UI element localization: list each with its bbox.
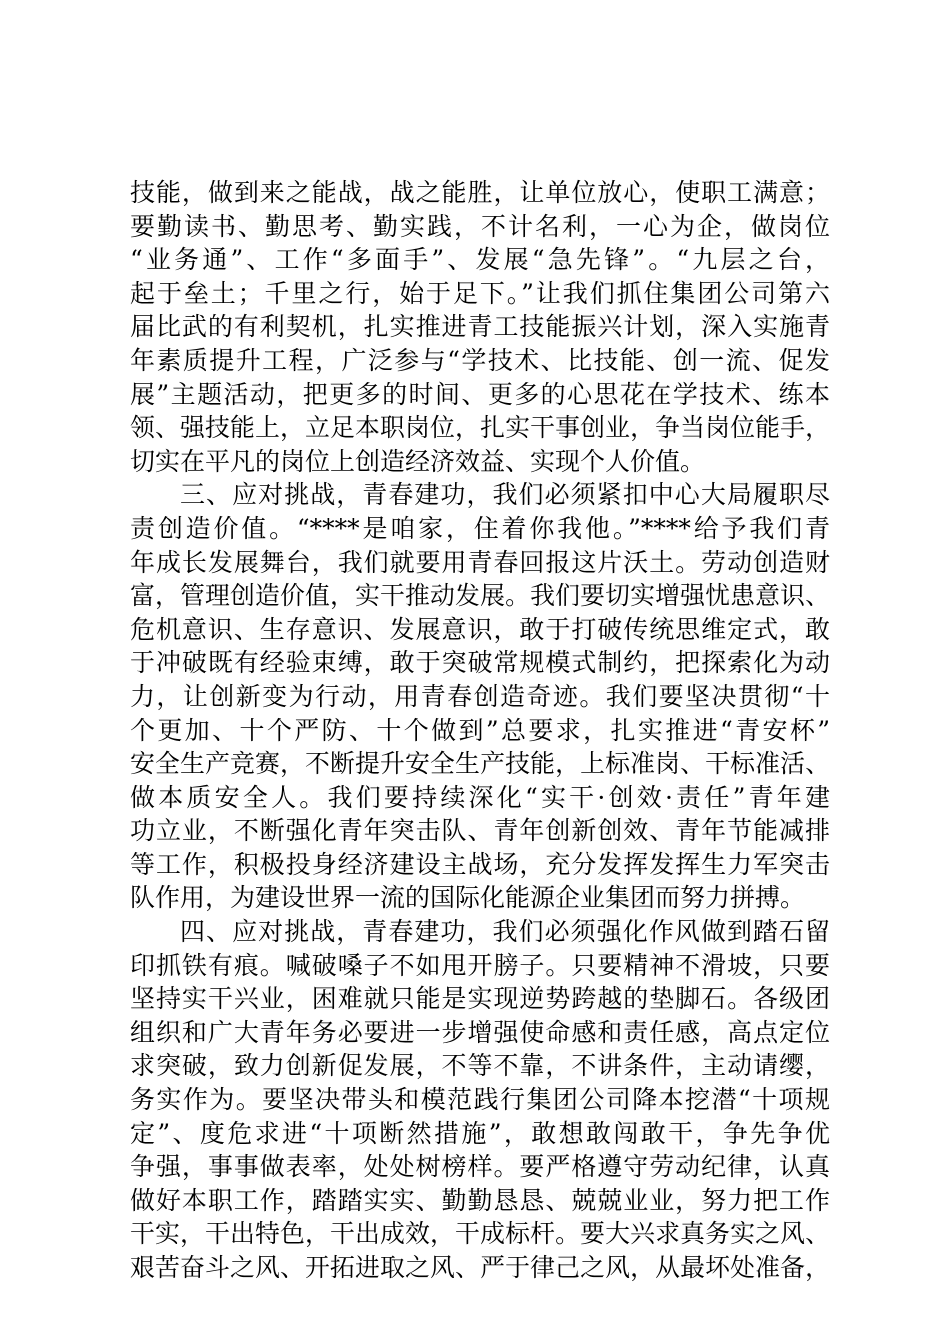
text-line: 富，管理创造价值，实干推动发展。我们要切实增强忧患意识、	[130, 581, 830, 611]
text-line: 力，让创新变为行动，用青春创造奇迹。我们要坚决贯彻“十	[130, 681, 830, 711]
text-line: 争强，事事做表率，处处树榜样。要严格遵守劳动纪律，认真	[130, 1152, 830, 1182]
text-line: 切实在平凡的岗位上创造经济效益、实现个人价值。	[130, 446, 706, 476]
text-line: 安全生产竞赛，不断提升安全生产技能，上标准岗、干标准活、	[130, 749, 830, 779]
text-line: 届比武的有利契机，扎实推进青工技能振兴计划，深入实施青	[130, 312, 830, 342]
text-line: 年成长发展舞台，我们就要用青春回报这片沃土。劳动创造财	[130, 547, 830, 577]
text-line: 责创造价值。“****是咱家，住着你我他。”****给予我们青	[130, 513, 830, 543]
text-line: 领、强技能上，立足本职岗位，扎实干事创业，争当岗位能手，	[130, 413, 830, 443]
text-line: 坚持实干兴业，困难就只能是实现逆势跨越的垫脚石。各级团	[130, 984, 830, 1014]
text-line: 三、应对挑战，青春建功，我们必须紧扣中心大局履职尽	[180, 480, 830, 510]
text-line: 定”、度危求进“十项断然措施”，敢想敢闯敢干，争先争优	[130, 1118, 830, 1148]
text-line: “业务通”、工作“多面手”、发展“急先锋”。“九层之台，	[130, 245, 830, 275]
text-line: 四、应对挑战，青春建功，我们必须强化作风做到踏石留	[180, 917, 830, 947]
text-line: 起于垒土；千里之行，始于足下。”让我们抓住集团公司第六	[130, 278, 830, 308]
text-line: 要勤读书、勤思考、勤实践，不计名利，一心为企，做岗位	[130, 211, 830, 241]
text-line: 个更加、十个严防、十个做到”总要求，扎实推进“青安杯”	[130, 715, 830, 745]
text-line: 艰苦奋斗之风、开拓进取之风、严于律己之风，从最坏处准备，	[130, 1253, 830, 1282]
text-line: 功立业，不断强化青年突击队、青年创新创效、青年节能减排	[130, 816, 830, 846]
text-line: 印抓铁有痕。喊破嗓子不如甩开膀子。只要精神不滑坡，只要	[130, 950, 830, 980]
text-line: 危机意识、生存意识、发展意识，敢于打破传统思维定式，敢	[130, 614, 830, 644]
text-line: 队作用，为建设世界一流的国际化能源企业集团而努力拼搏。	[130, 883, 806, 913]
text-line: 求突破，致力创新促发展，不等不靠，不讲条件，主动请缨，	[130, 1051, 830, 1081]
text-line: 技能，做到来之能战，战之能胜，让单位放心，使职工满意；	[130, 178, 830, 207]
text-line: 干实，干出特色，干出成效，干成标杆。要大兴求真务实之风、	[130, 1219, 830, 1249]
text-line: 做好本职工作，踏踏实实、勤勤恳恳、兢兢业业，努力把工作	[130, 1185, 830, 1215]
text-line: 务实作为。要坚决带头和模范践行集团公司降本挖潜“十项规	[130, 1085, 830, 1115]
text-line: 展”主题活动，把更多的时间、更多的心思花在学技术、练本	[130, 379, 830, 409]
text-line: 等工作，积极投身经济建设主战场，充分发挥发挥生力军突击	[130, 849, 830, 879]
body-text	[130, 176, 830, 1285]
text-line: 年素质提升工程，广泛参与“学技术、比技能、创一流、促发	[130, 345, 830, 375]
text-line: 于冲破既有经验束缚，敢于突破常规模式制约，把探索化为动	[130, 648, 830, 678]
text-line: 组织和广大青年务必要进一步增强使命感和责任感，高点定位	[130, 1017, 830, 1047]
text-line: 做本质安全人。我们要持续深化“实干·创效·责任”青年建	[130, 782, 830, 812]
